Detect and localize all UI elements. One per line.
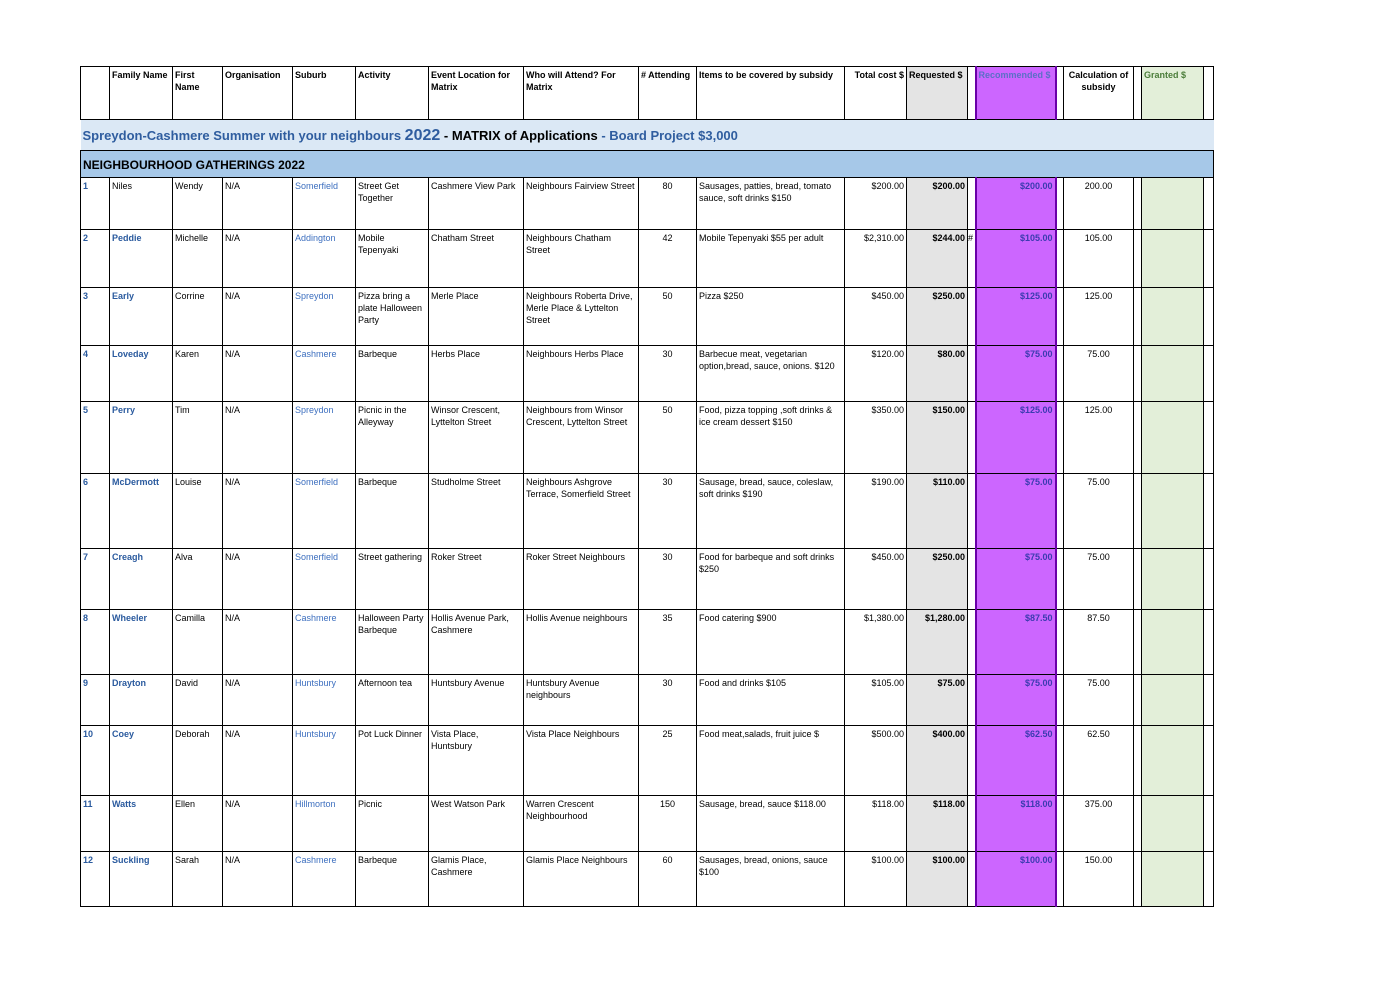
organisation: N/A — [223, 726, 293, 796]
calculation: 75.00 — [1064, 474, 1134, 549]
attending: 35 — [639, 610, 697, 675]
title-row — [81, 120, 1214, 151]
spacer-4 — [1204, 796, 1214, 852]
event-location: Merle Place — [429, 288, 524, 346]
who-attend: Neighbours from Winsor Crescent, Lyttelton Street — [524, 402, 639, 474]
total-cost: $100.00 — [845, 852, 907, 907]
spacer-1 — [968, 230, 976, 288]
spacer-2 — [1056, 549, 1064, 610]
organisation: N/A — [223, 346, 293, 402]
header-first-name: First Name — [173, 67, 223, 120]
row-number: 9 — [81, 675, 110, 726]
header-attending: # Attending — [639, 67, 697, 120]
calculation: 375.00 — [1064, 796, 1134, 852]
who-attend: Neighbours Chatham Street — [524, 230, 639, 288]
header-who-attend: Who will Attend? For Matrix — [524, 67, 639, 120]
table-row — [81, 346, 1214, 402]
who-attend: Vista Place Neighbours — [524, 726, 639, 796]
total-cost: $120.00 — [845, 346, 907, 402]
spacer-3 — [1134, 230, 1142, 288]
title-part1: Spreydon-Cashmere Summer with your neighbours — [82, 127, 405, 143]
items: Barbecue meat, vegetarian option,bread, sauce, onions. $120 — [697, 346, 845, 402]
attending: 30 — [639, 675, 697, 726]
spacer-3 — [1134, 675, 1142, 726]
first-name: Wendy — [173, 178, 223, 230]
activity: Street gathering — [356, 549, 429, 610]
table-row — [81, 474, 1214, 549]
calculation: 87.50 — [1064, 610, 1134, 675]
spacer-4 — [1204, 852, 1214, 907]
granted — [1142, 402, 1204, 474]
total-cost: $118.00 — [845, 796, 907, 852]
organisation: N/A — [223, 610, 293, 675]
items: Pizza $250 — [697, 288, 845, 346]
granted — [1142, 675, 1204, 726]
calculation: 75.00 — [1064, 346, 1134, 402]
spacer-1 — [968, 474, 976, 549]
calculation: 75.00 — [1064, 675, 1134, 726]
calculation: 200.00 — [1064, 178, 1134, 230]
recommended: $62.50 — [976, 726, 1056, 796]
family-name: Early — [110, 288, 173, 346]
organisation: N/A — [223, 796, 293, 852]
family-name: Peddie — [110, 230, 173, 288]
spacer-3 — [1134, 610, 1142, 675]
spacer-3 — [1134, 402, 1142, 474]
requested: $200.00 — [907, 178, 968, 230]
spacer-2 — [1056, 852, 1064, 907]
total-cost: $2,310.00 — [845, 230, 907, 288]
first-name: Sarah — [173, 852, 223, 907]
activity: Mobile Tepenyaki — [356, 230, 429, 288]
attending: 30 — [639, 474, 697, 549]
event-location: Vista Place, Huntsbury — [429, 726, 524, 796]
spacer-2 — [1056, 610, 1064, 675]
family-name: Suckling — [110, 852, 173, 907]
row-number: 10 — [81, 726, 110, 796]
spacer-2 — [1056, 402, 1064, 474]
total-cost: $450.00 — [845, 288, 907, 346]
spacer-2 — [1056, 178, 1064, 230]
family-name: Watts — [110, 796, 173, 852]
attending: 50 — [639, 288, 697, 346]
organisation: N/A — [223, 178, 293, 230]
row-number: 12 — [81, 852, 110, 907]
row-number: 5 — [81, 402, 110, 474]
items: Food catering $900 — [697, 610, 845, 675]
attending: 42 — [639, 230, 697, 288]
first-name: Deborah — [173, 726, 223, 796]
items: Mobile Tepenyaki $55 per adult — [697, 230, 845, 288]
family-name: Creagh — [110, 549, 173, 610]
overflow-hash-marker: # — [968, 233, 974, 243]
first-name: Michelle — [173, 230, 223, 288]
spacer-1 — [968, 796, 976, 852]
title-year: 2022 — [404, 126, 441, 144]
row-number: 8 — [81, 610, 110, 675]
spacer-1 — [968, 288, 976, 346]
first-name: David — [173, 675, 223, 726]
spacer-2 — [1056, 230, 1064, 288]
family-name: McDermott — [110, 474, 173, 549]
attending: 25 — [639, 726, 697, 796]
total-cost: $200.00 — [845, 178, 907, 230]
items: Sausages, patties, bread, tomato sauce, soft drinks $150 — [697, 178, 845, 230]
recommended: $75.00 — [976, 675, 1056, 726]
title-part2: - — [440, 127, 452, 143]
recommended: $75.00 — [976, 346, 1056, 402]
items: Sausage, bread, sauce $118.00 — [697, 796, 845, 852]
family-name: Loveday — [110, 346, 173, 402]
header-total-cost: Total cost $ — [845, 67, 907, 120]
total-cost: $450.00 — [845, 549, 907, 610]
matrix-title — [83, 128, 738, 143]
who-attend: Warren Crescent Neighbourhood — [524, 796, 639, 852]
granted — [1142, 610, 1204, 675]
requested: $75.00 — [907, 675, 968, 726]
suburb: Spreydon — [293, 402, 356, 474]
header-items: Items to be covered by subsidy — [697, 67, 845, 120]
table-row — [81, 796, 1214, 852]
who-attend: Huntsbury Avenue neighbours — [524, 675, 639, 726]
organisation: N/A — [223, 474, 293, 549]
organisation: N/A — [223, 852, 293, 907]
spacer-1 — [968, 346, 976, 402]
total-cost: $350.00 — [845, 402, 907, 474]
spacer-2 — [1056, 288, 1064, 346]
header-calculation: Calculation of subsidy — [1064, 67, 1134, 120]
requested: $110.00 — [907, 474, 968, 549]
attending: 80 — [639, 178, 697, 230]
spacer-4 — [1204, 675, 1214, 726]
suburb: Somerfield — [293, 549, 356, 610]
spacer-2 — [1056, 675, 1064, 726]
first-name: Alva — [173, 549, 223, 610]
row-number: 4 — [81, 346, 110, 402]
row-number: 7 — [81, 549, 110, 610]
table-row — [81, 230, 1214, 288]
event-location: Herbs Place — [429, 346, 524, 402]
event-location: Cashmere View Park — [429, 178, 524, 230]
spacer-1 — [968, 549, 976, 610]
recommended: $75.00 — [976, 549, 1056, 610]
requested: $250.00 — [907, 288, 968, 346]
total-cost: $500.00 — [845, 726, 907, 796]
spacer-1 — [968, 402, 976, 474]
calculation: 75.00 — [1064, 549, 1134, 610]
header-requested: Requested $ — [907, 67, 968, 120]
who-attend: Glamis Place Neighbours — [524, 852, 639, 907]
applications-matrix-table — [80, 66, 1214, 907]
recommended: $105.00 — [976, 230, 1056, 288]
first-name: Karen — [173, 346, 223, 402]
spacer-2 — [1056, 796, 1064, 852]
items: Sausage, bread, sauce, coleslaw, soft drinks $190 — [697, 474, 845, 549]
suburb: Huntsbury — [293, 726, 356, 796]
suburb: Spreydon — [293, 288, 356, 346]
items: Sausages, bread, onions, sauce $100 — [697, 852, 845, 907]
header-organisation: Organisation — [223, 67, 293, 120]
total-cost: $105.00 — [845, 675, 907, 726]
row-number: 11 — [81, 796, 110, 852]
requested: $244.00 — [907, 230, 968, 288]
spacer-2 — [1056, 346, 1064, 402]
requested: $100.00 — [907, 852, 968, 907]
organisation: N/A — [223, 230, 293, 288]
event-location: Studholme Street — [429, 474, 524, 549]
row-number: 6 — [81, 474, 110, 549]
organisation: N/A — [223, 402, 293, 474]
first-name: Tim — [173, 402, 223, 474]
spacer-1 — [968, 852, 976, 907]
activity: Street Get Together — [356, 178, 429, 230]
suburb: Cashmere — [293, 346, 356, 402]
calculation: 150.00 — [1064, 852, 1134, 907]
spacer-3 — [1134, 178, 1142, 230]
spacer-2 — [1056, 726, 1064, 796]
spacer-1 — [968, 675, 976, 726]
row-number: 1 — [81, 178, 110, 230]
table-row — [81, 726, 1214, 796]
spacer-4 — [1204, 726, 1214, 796]
spacer-3 — [1134, 549, 1142, 610]
header-activity: Activity — [356, 67, 429, 120]
suburb: Hillmorton — [293, 796, 356, 852]
event-location: Huntsbury Avenue — [429, 675, 524, 726]
spacer-3 — [1134, 346, 1142, 402]
suburb: Somerfield — [293, 474, 356, 549]
spacer-3 — [1134, 852, 1142, 907]
recommended: $200.00 — [976, 178, 1056, 230]
family-name: Wheeler — [110, 610, 173, 675]
title-matrix: MATRIX of Applications — [451, 127, 598, 143]
spacer-3 — [1134, 726, 1142, 796]
items: Food, pizza topping ,soft drinks & ice cream dessert $150 — [697, 402, 845, 474]
first-name: Corrine — [173, 288, 223, 346]
total-cost: $190.00 — [845, 474, 907, 549]
table-row — [81, 852, 1214, 907]
first-name: Ellen — [173, 796, 223, 852]
recommended: $87.50 — [976, 610, 1056, 675]
spacer-4 — [1204, 402, 1214, 474]
family-name: Perry — [110, 402, 173, 474]
requested: $1,280.00 — [907, 610, 968, 675]
table-row — [81, 402, 1214, 474]
first-name: Louise — [173, 474, 223, 549]
table-row — [81, 178, 1214, 230]
spacer-4 — [1204, 610, 1214, 675]
header-spacer-1 — [968, 67, 976, 120]
spacer-3 — [1134, 474, 1142, 549]
table-row — [81, 610, 1214, 675]
suburb: Somerfield — [293, 178, 356, 230]
who-attend: Neighbours Roberta Drive, Merle Place & Lyttelton Street — [524, 288, 639, 346]
suburb: Addington — [293, 230, 356, 288]
header-suburb: Suburb — [293, 67, 356, 120]
section-heading: NEIGHBOURHOOD GATHERINGS 2022 — [81, 151, 1214, 178]
title-cell — [81, 120, 1214, 151]
calculation: 125.00 — [1064, 402, 1134, 474]
header-granted: Granted $ — [1142, 67, 1204, 120]
spacer-1 — [968, 178, 976, 230]
header-family-name: Family Name — [110, 67, 173, 120]
activity: Pot Luck Dinner — [356, 726, 429, 796]
family-name: Coey — [110, 726, 173, 796]
spacer-2 — [1056, 474, 1064, 549]
organisation: N/A — [223, 675, 293, 726]
attending: 30 — [639, 549, 697, 610]
activity: Halloween Party Barbeque — [356, 610, 429, 675]
header-blank — [81, 67, 110, 120]
header-event-location: Event Location for Matrix — [429, 67, 524, 120]
spacer-4 — [1204, 549, 1214, 610]
suburb: Cashmere — [293, 610, 356, 675]
activity: Barbeque — [356, 852, 429, 907]
calculation: 125.00 — [1064, 288, 1134, 346]
granted — [1142, 549, 1204, 610]
recommended: $100.00 — [976, 852, 1056, 907]
activity: Barbeque — [356, 474, 429, 549]
event-location: West Watson Park — [429, 796, 524, 852]
activity: Picnic in the Alleyway — [356, 402, 429, 474]
spacer-1 — [968, 610, 976, 675]
recommended: $75.00 — [976, 474, 1056, 549]
header-row — [81, 67, 1214, 120]
requested: $80.00 — [907, 346, 968, 402]
header-spacer-2 — [1056, 67, 1064, 120]
suburb: Cashmere — [293, 852, 356, 907]
event-location: Chatham Street — [429, 230, 524, 288]
recommended: $125.00 — [976, 402, 1056, 474]
activity: Pizza bring a plate Halloween Party — [356, 288, 429, 346]
table-row — [81, 549, 1214, 610]
granted — [1142, 852, 1204, 907]
event-location: Roker Street — [429, 549, 524, 610]
calculation: 62.50 — [1064, 726, 1134, 796]
header-spacer-4 — [1204, 67, 1214, 120]
attending: 150 — [639, 796, 697, 852]
recommended: $125.00 — [976, 288, 1056, 346]
who-attend: Hollis Avenue neighbours — [524, 610, 639, 675]
requested: $400.00 — [907, 726, 968, 796]
section-row — [81, 151, 1214, 178]
items: Food for barbeque and soft drinks $250 — [697, 549, 845, 610]
event-location: Hollis Avenue Park, Cashmere — [429, 610, 524, 675]
items: Food and drinks $105 — [697, 675, 845, 726]
activity: Afternoon tea — [356, 675, 429, 726]
requested: $150.00 — [907, 402, 968, 474]
spacer-3 — [1134, 288, 1142, 346]
organisation: N/A — [223, 288, 293, 346]
first-name: Camilla — [173, 610, 223, 675]
granted — [1142, 178, 1204, 230]
who-attend: Roker Street Neighbours — [524, 549, 639, 610]
spacer-4 — [1204, 178, 1214, 230]
attending: 60 — [639, 852, 697, 907]
event-location: Winsor Crescent, Lyttelton Street — [429, 402, 524, 474]
granted — [1142, 230, 1204, 288]
who-attend: Neighbours Ashgrove Terrace, Somerfield Street — [524, 474, 639, 549]
row-number: 2 — [81, 230, 110, 288]
spacer-4 — [1204, 288, 1214, 346]
who-attend: Neighbours Herbs Place — [524, 346, 639, 402]
event-location: Glamis Place, Cashmere — [429, 852, 524, 907]
attending: 50 — [639, 402, 697, 474]
recommended: $118.00 — [976, 796, 1056, 852]
table-row — [81, 288, 1214, 346]
granted — [1142, 474, 1204, 549]
activity: Barbeque — [356, 346, 429, 402]
spacer-4 — [1204, 230, 1214, 288]
spacer-3 — [1134, 796, 1142, 852]
spacer-4 — [1204, 346, 1214, 402]
organisation: N/A — [223, 549, 293, 610]
spacer-1 — [968, 726, 976, 796]
activity: Picnic — [356, 796, 429, 852]
granted — [1142, 346, 1204, 402]
table-row — [81, 675, 1214, 726]
requested: $250.00 — [907, 549, 968, 610]
attending: 30 — [639, 346, 697, 402]
total-cost: $1,380.00 — [845, 610, 907, 675]
calculation: 105.00 — [1064, 230, 1134, 288]
who-attend: Neighbours Fairview Street — [524, 178, 639, 230]
suburb: Huntsbury — [293, 675, 356, 726]
granted — [1142, 288, 1204, 346]
header-recommended: Recommended $ — [976, 67, 1056, 120]
family-name: Drayton — [110, 675, 173, 726]
items: Food meat,salads, fruit juice $ — [697, 726, 845, 796]
requested: $118.00 — [907, 796, 968, 852]
title-part3: - Board Project $3,000 — [597, 127, 738, 143]
spacer-4 — [1204, 474, 1214, 549]
family-name: Niles — [110, 178, 173, 230]
granted — [1142, 726, 1204, 796]
header-spacer-3 — [1134, 67, 1142, 120]
granted — [1142, 796, 1204, 852]
row-number: 3 — [81, 288, 110, 346]
